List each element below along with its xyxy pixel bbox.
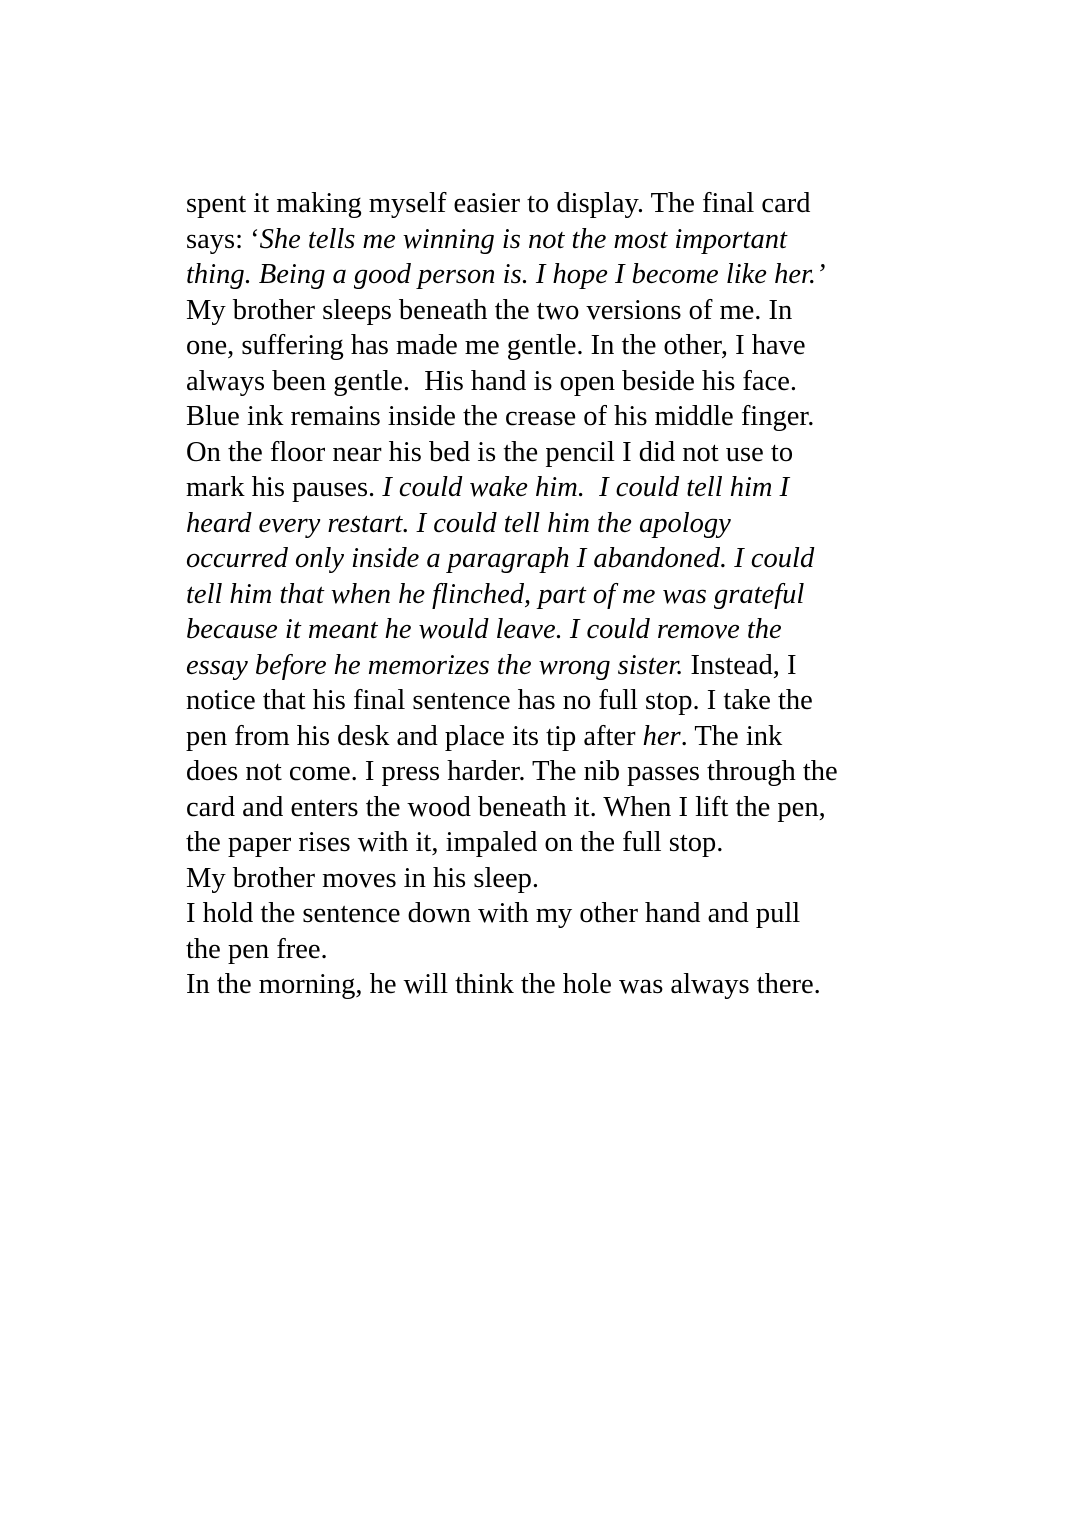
italic-text-run: thing. Being a good person is. I hope I become like her.’	[186, 259, 826, 290]
text-line	[186, 506, 906, 542]
text-line	[186, 790, 906, 826]
italic-text-run: I could wake him. I could tell him I	[382, 472, 790, 503]
text-run: spent it making myself easier to display. The final card	[186, 188, 811, 219]
italic-text-run: because it meant he would leave. I could remove the	[186, 614, 782, 645]
text-run: My brother moves in his sleep.	[186, 862, 540, 894]
text-line	[186, 612, 906, 648]
text-line	[186, 328, 906, 364]
text-line	[186, 683, 906, 719]
text-run: says: ‘	[186, 223, 260, 255]
text-run: I hold the sentence down with my other hand and pull	[186, 898, 801, 929]
text-line	[186, 719, 906, 755]
text-line	[186, 222, 906, 258]
body-text	[186, 186, 906, 1003]
text-run: the pen free.	[186, 933, 328, 965]
italic-text-run: heard every restart. I could tell him the apology	[186, 507, 731, 539]
text-run: does not come. I press harder. The nib passes through the	[186, 756, 838, 787]
text-line	[186, 932, 906, 968]
text-run: My brother sleeps beneath the two versions of me. In	[186, 294, 793, 326]
text-run: Instead, I	[683, 649, 797, 681]
italic-text-run: essay before he memorizes the wrong sister.	[186, 649, 684, 681]
text-line	[186, 754, 906, 790]
italic-text-run: She tells me winning is not the most important	[259, 223, 787, 255]
text-line	[186, 293, 906, 329]
text-line	[186, 470, 906, 506]
text-run: On the floor near his bed is the pencil I did not use to	[186, 436, 794, 468]
text-line	[186, 896, 906, 932]
italic-text-run: occurred only inside a paragraph I abandoned. I could	[186, 543, 815, 574]
text-run: the paper rises with it, impaled on the full stop.	[186, 827, 724, 858]
text-run: . The ink	[680, 720, 783, 752]
text-line	[186, 541, 906, 577]
italic-text-run: her	[642, 720, 681, 752]
text-run: notice that his final sentence has no full stop. I take the	[186, 685, 813, 716]
text-line	[186, 861, 906, 897]
text-run: always been gentle. His hand is open beside his face.	[186, 365, 797, 397]
text-line	[186, 825, 906, 861]
text-run: In the morning, he will think the hole was always there.	[186, 969, 821, 1000]
text-run: mark his pauses.	[186, 472, 383, 503]
text-run: card and enters the wood beneath it. When I lift the pen,	[186, 791, 826, 823]
text-line	[186, 186, 906, 222]
text-line	[186, 257, 906, 293]
text-line	[186, 364, 906, 400]
text-line	[186, 648, 906, 684]
text-run: pen from his desk and place its tip after	[186, 720, 643, 752]
text-line	[186, 399, 906, 435]
text-run: one, suffering has made me gentle. In the other, I have	[186, 330, 806, 361]
text-line	[186, 435, 906, 471]
text-line	[186, 967, 906, 1003]
text-line	[186, 577, 906, 613]
text-run: Blue ink remains inside the crease of his middle finger.	[186, 401, 815, 432]
italic-text-run: tell him that when he flinched, part of me was grateful	[186, 578, 805, 610]
